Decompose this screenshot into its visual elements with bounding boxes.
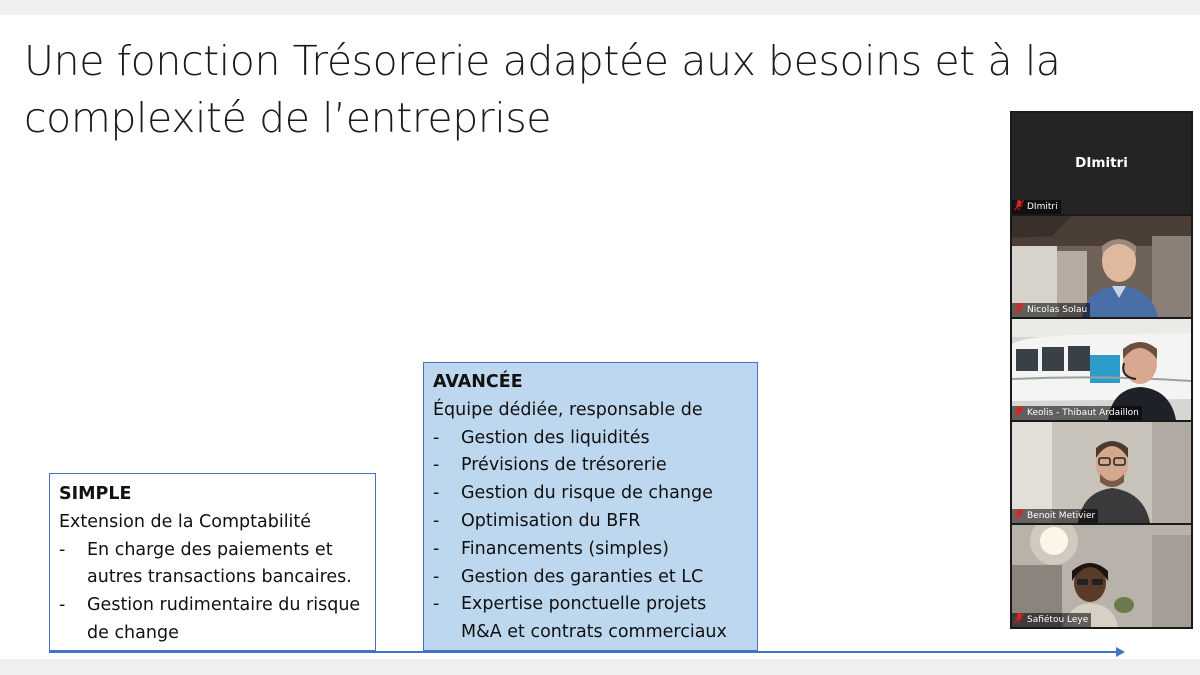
participants-video-panel[interactable]: [1010, 111, 1193, 629]
participant-name: Benoit Metivier: [1027, 511, 1096, 521]
advanced-box: [423, 362, 758, 651]
list-item: - Gestion rudimentaire du risque de change: [59, 592, 367, 648]
muted-mic-icon: [1014, 200, 1024, 211]
muted-mic-icon: [1014, 303, 1024, 314]
muted-mic-icon: [1014, 613, 1024, 624]
list-item: - Gestion des liquidités: [433, 425, 749, 453]
participant-label: [1012, 613, 1091, 627]
list-item: - Expertise ponctuelle projets M&A et contrats commerciaux: [433, 591, 749, 647]
advanced-list: [433, 425, 749, 647]
arrow-head-icon: [1116, 647, 1125, 657]
simple-list: [59, 537, 367, 648]
muted-mic-icon: [1014, 406, 1024, 417]
participant-tile-nicolas-solau[interactable]: [1012, 216, 1191, 317]
slide-title: Une fonction Trésorerie adaptée aux besoins et à la complexité de l’entreprise: [24, 37, 1061, 142]
top-band: [0, 0, 1200, 15]
progression-arrow-line: [49, 651, 1119, 653]
video-feed: [1012, 525, 1191, 627]
participant-tile-benoit-metivier[interactable]: [1012, 422, 1191, 523]
video-feed: [1012, 319, 1191, 420]
list-item: - Optimisation du BFR: [433, 508, 749, 536]
advanced-heading: AVANCÉE: [433, 372, 523, 392]
list-item: - Financements (simples): [433, 536, 749, 564]
list-item: - Gestion du risque de change: [433, 480, 749, 508]
participant-name: Nicolas Solau: [1027, 305, 1088, 315]
participant-label: [1012, 200, 1061, 214]
video-feed: [1012, 422, 1191, 523]
list-item: - Prévisions de trésorerie: [433, 452, 749, 480]
participant-tile-dimitri[interactable]: [1012, 113, 1191, 214]
participant-name: DImitri: [1027, 202, 1058, 212]
participant-name: Safiétou Leye: [1027, 615, 1089, 625]
participant-label: [1012, 406, 1142, 420]
participant-tile-thibaut-ardaillon[interactable]: [1012, 319, 1191, 420]
muted-mic-icon: [1014, 509, 1024, 520]
advanced-subtitle: Équipe dédiée, responsable de: [433, 399, 703, 420]
simple-heading: SIMPLE: [59, 484, 132, 504]
participant-label: [1012, 303, 1090, 317]
list-item: - En charge des paiements et autres transactions bancaires.: [59, 537, 367, 593]
video-feed: [1012, 216, 1191, 317]
simple-box: [49, 473, 376, 651]
simple-subtitle: Extension de la Comptabilité: [59, 511, 312, 532]
list-item: - Gestion des garanties et LC: [433, 564, 749, 592]
bottom-band: [0, 659, 1200, 675]
participant-name: Keolis - Thibaut Ardaillon: [1027, 408, 1139, 418]
participant-tile-safietou-leye[interactable]: [1012, 525, 1191, 627]
participant-display-name: DImitri: [1075, 155, 1128, 171]
participant-label: [1012, 509, 1098, 523]
